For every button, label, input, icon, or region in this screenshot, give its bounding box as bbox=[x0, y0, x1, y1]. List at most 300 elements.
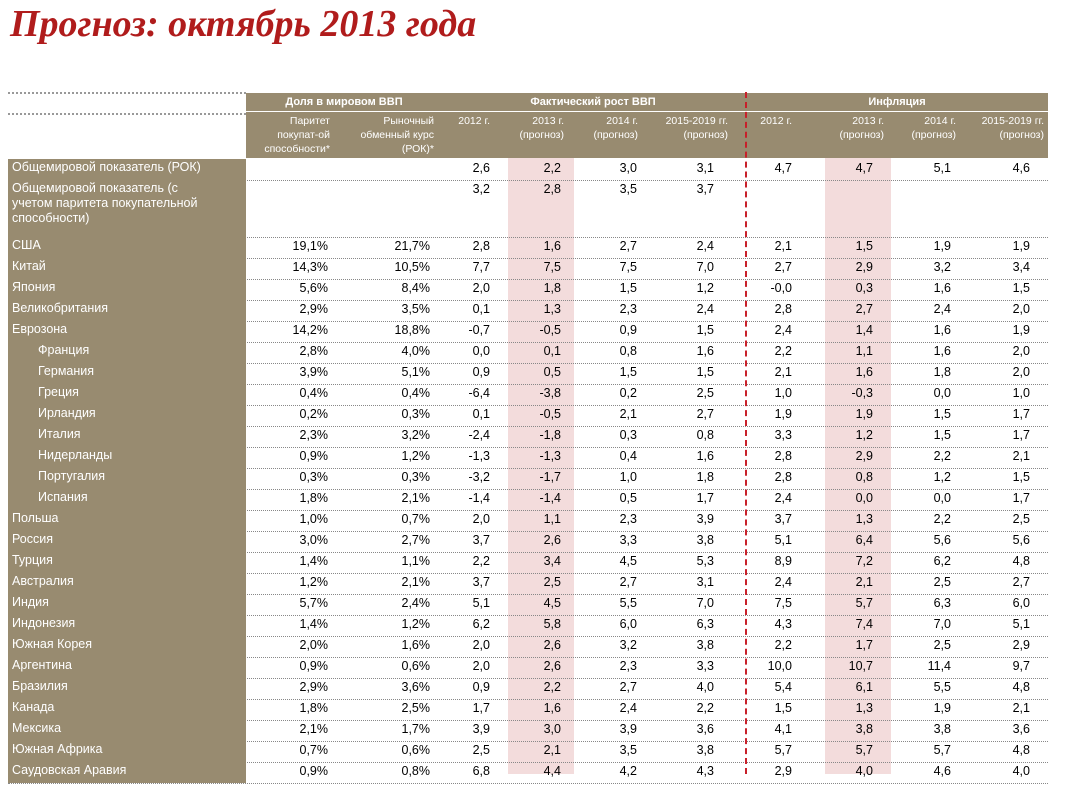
row-label: Франция bbox=[8, 342, 246, 363]
table-row bbox=[8, 510, 1048, 532]
table-cell: 7,0 bbox=[696, 260, 714, 274]
table-cell: 2,1 bbox=[774, 365, 792, 379]
table-cell: -1,4 bbox=[468, 491, 490, 505]
row-label: Общемировой показатель (РОК) bbox=[8, 159, 246, 180]
table-cell: 2,4 bbox=[696, 239, 714, 253]
table-cell: 5,4 bbox=[774, 680, 792, 694]
table-row bbox=[8, 615, 1048, 637]
table-cell: 2,5 bbox=[472, 743, 490, 757]
table-cell: 4,8 bbox=[1012, 554, 1030, 568]
table-row bbox=[8, 531, 1048, 553]
table-cell: 9,7 bbox=[1012, 659, 1030, 673]
table-cell: 0,8% bbox=[401, 764, 430, 778]
table-cell: -1,3 bbox=[539, 449, 561, 463]
row-label: Саудовская Аравия bbox=[8, 762, 246, 783]
table-cell: 3,6% bbox=[401, 680, 430, 694]
table-cell: 4,8 bbox=[1012, 743, 1030, 757]
table-cell: 2,4 bbox=[933, 302, 951, 316]
table-cell: 0,0 bbox=[933, 386, 951, 400]
table-row bbox=[8, 762, 1048, 784]
table-cell: 1,7% bbox=[401, 722, 430, 736]
table-cell: 1,3 bbox=[855, 701, 873, 715]
table-cell: -0,3 bbox=[851, 386, 873, 400]
table-cell: -0,5 bbox=[539, 407, 561, 421]
table-cell: 2,9 bbox=[855, 260, 873, 274]
table-cell: -2,4 bbox=[468, 428, 490, 442]
table-cell: 2,7 bbox=[855, 302, 873, 316]
row-label: Турция bbox=[8, 552, 246, 573]
table-cell: 5,3 bbox=[696, 554, 714, 568]
table-cell: 1,8 bbox=[543, 281, 561, 295]
table-cell: 10,7 bbox=[848, 659, 873, 673]
column-header: Рыночный обменный курс (РОК)* bbox=[360, 115, 434, 155]
table-cell: 1,1 bbox=[855, 344, 873, 358]
table-cell: 6,0 bbox=[619, 617, 637, 631]
table-cell: 7,4 bbox=[855, 617, 873, 631]
table-cell: 1,4% bbox=[299, 554, 328, 568]
table-cell: 2,8 bbox=[774, 470, 792, 484]
table-cell: 1,7 bbox=[696, 491, 714, 505]
table-cell: 1,2% bbox=[299, 575, 328, 589]
table-cell: 4,2 bbox=[619, 764, 637, 778]
table-cell: 2,8 bbox=[543, 182, 561, 196]
table-cell: 0,0 bbox=[855, 491, 873, 505]
table-row bbox=[8, 636, 1048, 658]
table-cell: 1,1% bbox=[401, 554, 430, 568]
table-cell: 3,7 bbox=[472, 533, 490, 547]
table-cell: 4,5 bbox=[619, 554, 637, 568]
table-cell: 3,1 bbox=[696, 161, 714, 175]
table-cell: 1,5 bbox=[696, 323, 714, 337]
table-cell: 3,0 bbox=[619, 161, 637, 175]
group-header-row bbox=[246, 93, 1048, 111]
table-cell: 2,9% bbox=[299, 680, 328, 694]
table-cell: 0,6% bbox=[401, 659, 430, 673]
table-cell: 4,0 bbox=[696, 680, 714, 694]
table-cell: 2,2 bbox=[696, 701, 714, 715]
row-label: Португалия bbox=[8, 468, 246, 489]
table-cell: 4,0 bbox=[1012, 764, 1030, 778]
table-cell: 1,6 bbox=[855, 365, 873, 379]
table-cell: 5,7 bbox=[774, 743, 792, 757]
table-cell: 2,0 bbox=[472, 281, 490, 295]
table-cell: 2,7 bbox=[1012, 575, 1030, 589]
table-cell: 5,1 bbox=[1012, 617, 1030, 631]
table-cell: 0,9% bbox=[299, 659, 328, 673]
table-cell: 2,8 bbox=[774, 449, 792, 463]
table-row bbox=[8, 573, 1048, 595]
table-cell: 1,2 bbox=[933, 470, 951, 484]
table-cell: 2,2 bbox=[543, 680, 561, 694]
table-row bbox=[8, 468, 1048, 490]
row-label: Германия bbox=[8, 363, 246, 384]
table-cell: 0,3% bbox=[401, 470, 430, 484]
table-cell: 0,3 bbox=[855, 281, 873, 295]
table-cell: 0,9% bbox=[299, 449, 328, 463]
table-cell: 14,2% bbox=[292, 323, 328, 337]
table-cell: 0,0 bbox=[472, 344, 490, 358]
table-cell: 1,7 bbox=[855, 638, 873, 652]
table-cell: 4,6 bbox=[1012, 161, 1030, 175]
table-cell: 4,3 bbox=[696, 764, 714, 778]
table-cell: 2,2 bbox=[774, 344, 792, 358]
group-header-gdp-growth: Фактический рост ВВП bbox=[530, 96, 656, 108]
table-cell: 2,3% bbox=[299, 428, 328, 442]
table-cell: 2,4 bbox=[774, 491, 792, 505]
column-header: Паритет покупат-ой способности* bbox=[264, 115, 330, 155]
row-label: Индия bbox=[8, 594, 246, 615]
table-cell: 2,1% bbox=[401, 575, 430, 589]
table-cell: 3,8 bbox=[696, 743, 714, 757]
table-cell: 2,0 bbox=[472, 638, 490, 652]
table-cell: 1,2 bbox=[696, 281, 714, 295]
table-cell: 0,8 bbox=[855, 470, 873, 484]
table-cell: 2,4% bbox=[401, 596, 430, 610]
table-cell: 0,9% bbox=[299, 764, 328, 778]
table-cell: 7,5 bbox=[774, 596, 792, 610]
table-cell: 2,4 bbox=[619, 701, 637, 715]
group-header-share: Доля в мировом ВВП bbox=[285, 96, 403, 108]
table-cell: 2,8 bbox=[774, 302, 792, 316]
table-cell: 3,4 bbox=[543, 554, 561, 568]
table-cell: 3,8 bbox=[933, 722, 951, 736]
table-cell: 1,5 bbox=[619, 281, 637, 295]
table-cell: 3,2% bbox=[401, 428, 430, 442]
table-cell: 1,0 bbox=[619, 470, 637, 484]
table-row bbox=[8, 279, 1048, 301]
table-cell: 3,7 bbox=[696, 182, 714, 196]
group-header-inflation: Инфляция bbox=[868, 96, 926, 108]
table-cell: 1,0% bbox=[299, 512, 328, 526]
table-cell: 4,0% bbox=[401, 344, 430, 358]
divider bbox=[8, 92, 246, 94]
column-header: 2015-2019 гг. (прогноз) bbox=[981, 115, 1044, 141]
table-cell: 2,9 bbox=[855, 449, 873, 463]
table-cell: 3,8 bbox=[855, 722, 873, 736]
row-label: Италия bbox=[8, 426, 246, 447]
table-row bbox=[8, 342, 1048, 364]
table-cell: -1,3 bbox=[468, 449, 490, 463]
table-cell: 1,6% bbox=[401, 638, 430, 652]
column-header: 2014 г. (прогноз) bbox=[593, 115, 638, 141]
table-cell: 2,7 bbox=[696, 407, 714, 421]
table-cell: 0,7% bbox=[401, 512, 430, 526]
table-cell: 2,4 bbox=[696, 302, 714, 316]
row-label: Великобритания bbox=[8, 300, 246, 321]
table-cell: 7,7 bbox=[472, 260, 490, 274]
row-label: Индонезия bbox=[8, 615, 246, 636]
table-cell: 1,6 bbox=[933, 281, 951, 295]
table-cell: 1,5 bbox=[774, 701, 792, 715]
table-cell: 1,6 bbox=[933, 323, 951, 337]
table-cell: 2,5 bbox=[696, 386, 714, 400]
table-cell: 1,6 bbox=[933, 344, 951, 358]
table-cell: 2,3 bbox=[619, 512, 637, 526]
table-cell: 1,5 bbox=[696, 365, 714, 379]
table-cell: 0,9 bbox=[472, 365, 490, 379]
table-cell: 0,3% bbox=[401, 407, 430, 421]
table-cell: 4,4 bbox=[543, 764, 561, 778]
table-cell: 2,1 bbox=[855, 575, 873, 589]
column-header: 2012 г. bbox=[760, 115, 792, 127]
table-row bbox=[8, 678, 1048, 700]
row-label: Южная Африка bbox=[8, 741, 246, 762]
table-cell: 1,5 bbox=[933, 407, 951, 421]
table-cell: 8,4% bbox=[401, 281, 430, 295]
table-cell: 0,7% bbox=[299, 743, 328, 757]
row-label: Мексика bbox=[8, 720, 246, 741]
table-cell: 2,0 bbox=[1012, 344, 1030, 358]
row-label: Общемировой показатель (с учетом паритета покупательной способности) bbox=[8, 180, 246, 237]
table-cell: -1,8 bbox=[539, 428, 561, 442]
table-cell: 5,6% bbox=[299, 281, 328, 295]
row-label: Бразилия bbox=[8, 678, 246, 699]
table-cell: 5,1% bbox=[401, 365, 430, 379]
table-row bbox=[8, 384, 1048, 406]
row-label: Россия bbox=[8, 531, 246, 552]
table-cell: 1,5 bbox=[1012, 470, 1030, 484]
table-cell: 2,2 bbox=[774, 638, 792, 652]
table-cell: 3,2 bbox=[472, 182, 490, 196]
table-cell: -3,8 bbox=[539, 386, 561, 400]
table-cell: 2,7 bbox=[619, 575, 637, 589]
table-cell: 1,8% bbox=[299, 491, 328, 505]
table-row bbox=[8, 321, 1048, 343]
table-cell: 3,9 bbox=[472, 722, 490, 736]
table-cell: 2,3 bbox=[619, 302, 637, 316]
table-cell: 2,4 bbox=[774, 575, 792, 589]
table-cell: 2,7% bbox=[401, 533, 430, 547]
table-cell: 2,1 bbox=[619, 407, 637, 421]
column-header-row bbox=[246, 112, 1048, 158]
table-cell: 0,1 bbox=[472, 407, 490, 421]
table-row bbox=[8, 447, 1048, 469]
table-cell: 0,9 bbox=[472, 680, 490, 694]
table-cell: 3,6 bbox=[1012, 722, 1030, 736]
table-cell: 5,1 bbox=[472, 596, 490, 610]
table-cell: 3,9 bbox=[696, 512, 714, 526]
table-cell: 2,0 bbox=[472, 512, 490, 526]
table-cell: 5,6 bbox=[933, 533, 951, 547]
table-cell: 11,4 bbox=[927, 659, 951, 673]
row-label: Канада bbox=[8, 699, 246, 720]
table-cell: 2,9% bbox=[299, 302, 328, 316]
table-cell: 7,0 bbox=[933, 617, 951, 631]
table-cell: 4,7 bbox=[855, 161, 873, 175]
table-cell: 1,7 bbox=[472, 701, 490, 715]
row-label: Китай bbox=[8, 258, 246, 279]
row-label: США bbox=[8, 237, 246, 258]
table-cell: -3,2 bbox=[468, 470, 490, 484]
table-cell: 0,3 bbox=[619, 428, 637, 442]
table-row bbox=[8, 552, 1048, 574]
table-cell: 14,3% bbox=[292, 260, 328, 274]
table-cell: 1,8% bbox=[299, 701, 328, 715]
table-cell: 5,7 bbox=[933, 743, 951, 757]
table-cell: 3,3 bbox=[696, 659, 714, 673]
table-cell: 1,9 bbox=[855, 407, 873, 421]
column-header: 2012 г. bbox=[458, 115, 490, 127]
table-cell: 4,0 bbox=[855, 764, 873, 778]
page-title: Прогноз: октябрь 2013 года bbox=[10, 3, 477, 45]
column-header: 2013 г. (прогноз) bbox=[839, 115, 884, 141]
table-cell: 2,6 bbox=[543, 533, 561, 547]
table-cell: 2,8 bbox=[472, 239, 490, 253]
table-cell: 0,5 bbox=[619, 491, 637, 505]
table-cell: 4,5 bbox=[543, 596, 561, 610]
table-cell: 1,3 bbox=[855, 512, 873, 526]
table-row bbox=[8, 489, 1048, 511]
table-cell: 1,5 bbox=[619, 365, 637, 379]
table-cell: 0,4% bbox=[401, 386, 430, 400]
table-row bbox=[8, 405, 1048, 427]
table-row bbox=[8, 363, 1048, 385]
table-cell: 0,2 bbox=[619, 386, 637, 400]
table-cell: 1,5 bbox=[855, 239, 873, 253]
table-cell: 2,1 bbox=[1012, 449, 1030, 463]
table-cell: 6,3 bbox=[696, 617, 714, 631]
table-cell: 1,0 bbox=[1012, 386, 1030, 400]
table-row bbox=[8, 300, 1048, 322]
table-cell: 2,7 bbox=[619, 239, 637, 253]
table-cell: 1,7 bbox=[1012, 491, 1030, 505]
table-cell: 4,7 bbox=[774, 161, 792, 175]
table-cell: 21,7% bbox=[394, 239, 430, 253]
table-cell: 2,8% bbox=[299, 344, 328, 358]
row-label: Ирландия bbox=[8, 405, 246, 426]
table-cell: 5,7 bbox=[855, 596, 873, 610]
table-cell: 6,2 bbox=[472, 617, 490, 631]
table-row bbox=[8, 741, 1048, 763]
table-cell: 4,8 bbox=[1012, 680, 1030, 694]
table-cell: 0,3% bbox=[299, 470, 328, 484]
table-cell: 2,5 bbox=[933, 575, 951, 589]
table-cell: 4,1 bbox=[774, 722, 792, 736]
table-cell: 1,8 bbox=[933, 365, 951, 379]
table-cell: 6,4 bbox=[855, 533, 873, 547]
table-cell: 4,6 bbox=[933, 764, 951, 778]
table-cell: 1,9 bbox=[774, 407, 792, 421]
table-cell: -1,7 bbox=[539, 470, 561, 484]
table-cell: 3,9 bbox=[619, 722, 637, 736]
table-cell: 1,9 bbox=[933, 701, 951, 715]
table-cell: 5,7 bbox=[855, 743, 873, 757]
table-cell: 2,9 bbox=[1012, 638, 1030, 652]
table-cell: 7,0 bbox=[696, 596, 714, 610]
table-cell: 1,1 bbox=[543, 512, 561, 526]
table-cell: 3,9% bbox=[299, 365, 328, 379]
table-cell: 18,8% bbox=[394, 323, 430, 337]
table-row bbox=[8, 699, 1048, 721]
table-cell: 2,7 bbox=[619, 680, 637, 694]
table-cell: 3,5 bbox=[619, 743, 637, 757]
table-row bbox=[8, 159, 1048, 181]
table-cell: 2,2 bbox=[933, 449, 951, 463]
table-cell: 3,5 bbox=[619, 182, 637, 196]
table-cell: 2,5 bbox=[1012, 512, 1030, 526]
column-header: 2015-2019 гг. (прогноз) bbox=[665, 115, 728, 141]
table-cell: 0,2% bbox=[299, 407, 328, 421]
table-cell: 3,5% bbox=[401, 302, 430, 316]
table-cell: 2,9 bbox=[774, 764, 792, 778]
table-cell: 1,6 bbox=[696, 449, 714, 463]
table-row bbox=[8, 594, 1048, 616]
table-cell: 6,1 bbox=[855, 680, 873, 694]
table-cell: 1,7 bbox=[1012, 428, 1030, 442]
table-row bbox=[8, 237, 1048, 259]
table-cell: 2,1 bbox=[543, 743, 561, 757]
table-cell: 1,0 bbox=[774, 386, 792, 400]
table-cell: 3,1 bbox=[696, 575, 714, 589]
table-cell: 2,7 bbox=[774, 260, 792, 274]
table-cell: -1,4 bbox=[539, 491, 561, 505]
table-row bbox=[8, 657, 1048, 679]
table-cell: 0,1 bbox=[472, 302, 490, 316]
table-cell: 2,2 bbox=[543, 161, 561, 175]
table-cell: 5,5 bbox=[619, 596, 637, 610]
row-label: Польша bbox=[8, 510, 246, 531]
table-cell: -6,4 bbox=[468, 386, 490, 400]
table-cell: 3,3 bbox=[619, 533, 637, 547]
table-cell: 2,6 bbox=[543, 659, 561, 673]
table-cell: 1,4 bbox=[855, 323, 873, 337]
table-row bbox=[8, 720, 1048, 742]
table-cell: 19,1% bbox=[292, 239, 328, 253]
table-cell: 6,3 bbox=[933, 596, 951, 610]
table-cell: 2,0 bbox=[472, 659, 490, 673]
table-cell: 3,2 bbox=[933, 260, 951, 274]
row-label: Греция bbox=[8, 384, 246, 405]
divider bbox=[8, 113, 246, 115]
table-cell: 3,8 bbox=[696, 533, 714, 547]
table-cell: 2,3 bbox=[619, 659, 637, 673]
row-label: Южная Корея bbox=[8, 636, 246, 657]
table-cell: 5,8 bbox=[543, 617, 561, 631]
table-row bbox=[8, 258, 1048, 280]
table-cell: 0,4% bbox=[299, 386, 328, 400]
table-cell: 3,2 bbox=[619, 638, 637, 652]
table-cell: 2,1% bbox=[401, 491, 430, 505]
table-cell: 2,2 bbox=[933, 512, 951, 526]
column-header: 2014 г. (прогноз) bbox=[911, 115, 956, 141]
table-cell: 2,1 bbox=[774, 239, 792, 253]
row-label: Аргентина bbox=[8, 657, 246, 678]
table-cell: 0,4 bbox=[619, 449, 637, 463]
table-cell: -0,0 bbox=[770, 281, 792, 295]
table-cell: 6,0 bbox=[1012, 596, 1030, 610]
table-cell: 6,2 bbox=[933, 554, 951, 568]
table-cell: 2,6 bbox=[543, 638, 561, 652]
table-cell: 3,6 bbox=[696, 722, 714, 736]
table-cell: 2,2 bbox=[472, 554, 490, 568]
table-cell: 1,2% bbox=[401, 617, 430, 631]
table-cell: 0,1 bbox=[543, 344, 561, 358]
table-cell: 7,5 bbox=[619, 260, 637, 274]
table-cell: 7,2 bbox=[855, 554, 873, 568]
table-cell: 5,1 bbox=[774, 533, 792, 547]
table-cell: 5,1 bbox=[933, 161, 951, 175]
table-cell: 0,5 bbox=[543, 365, 561, 379]
table-cell: 1,2% bbox=[401, 449, 430, 463]
table-cell: 2,0 bbox=[1012, 365, 1030, 379]
table-cell: 3,0 bbox=[543, 722, 561, 736]
table-cell: 8,9 bbox=[774, 554, 792, 568]
table-row bbox=[8, 180, 1048, 238]
table-cell: 3,3 bbox=[774, 428, 792, 442]
table-cell: 1,4% bbox=[299, 617, 328, 631]
table-cell: -0,7 bbox=[468, 323, 490, 337]
row-label: Япония bbox=[8, 279, 246, 300]
